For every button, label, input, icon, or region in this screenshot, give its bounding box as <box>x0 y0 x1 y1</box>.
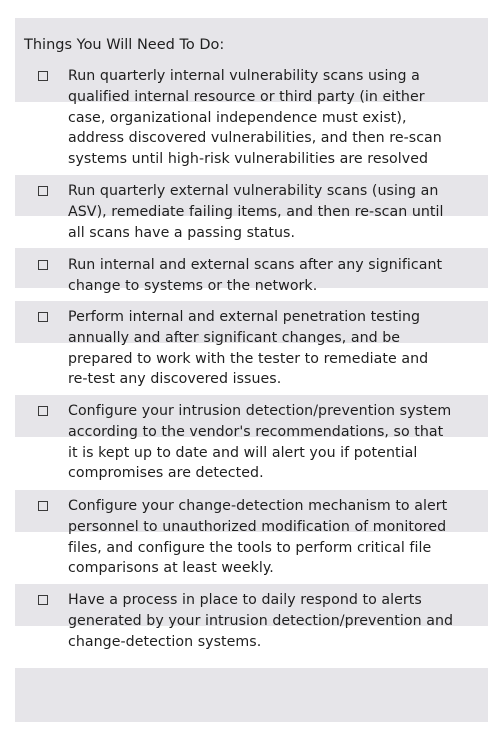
item-text: Configure your intrusion detection/prevention system according to the vendor's recommendations, so that it is kept up to date and will alert you if potential compromises are detected. <box>68 403 452 482</box>
checkbox[interactable] <box>38 595 48 605</box>
checkbox[interactable] <box>38 186 48 196</box>
checkbox[interactable] <box>38 406 48 416</box>
item-text: Run quarterly external vulnerability scans (using an ASV), remediate failing items, and then re-scan until all scans have a passing status. <box>68 183 444 241</box>
page-title: Things You Will Need To Do: <box>24 37 225 53</box>
item-text: Run quarterly internal vulnerability scans using a qualified internal resource or third party (in either case, organizational independence must exist), address discovered vulnerabilities, and then re-scan systems until high-risk vulnerabilities are resolved <box>68 68 442 168</box>
item-text: Run internal and external scans after any significant change to systems or the network. <box>68 257 443 294</box>
checkbox[interactable] <box>38 260 48 270</box>
checkbox[interactable] <box>38 71 48 81</box>
item-text: Perform internal and external penetration testing annually and after significant changes, and be prepared to work with the tester to remediate and re-test any discovered issues. <box>68 309 429 388</box>
checkbox[interactable] <box>38 312 48 322</box>
checkbox[interactable] <box>38 501 48 511</box>
item-text: Have a process in place to daily respond to alerts generated by your intrusion detection/prevention and change-detection systems. <box>68 592 454 650</box>
panel-band <box>15 668 488 722</box>
item-text: Configure your change-detection mechanism to alert personnel to unauthorized modification of monitored files, and configure the tools to perform critical file comparisons at least weekly. <box>68 498 448 577</box>
